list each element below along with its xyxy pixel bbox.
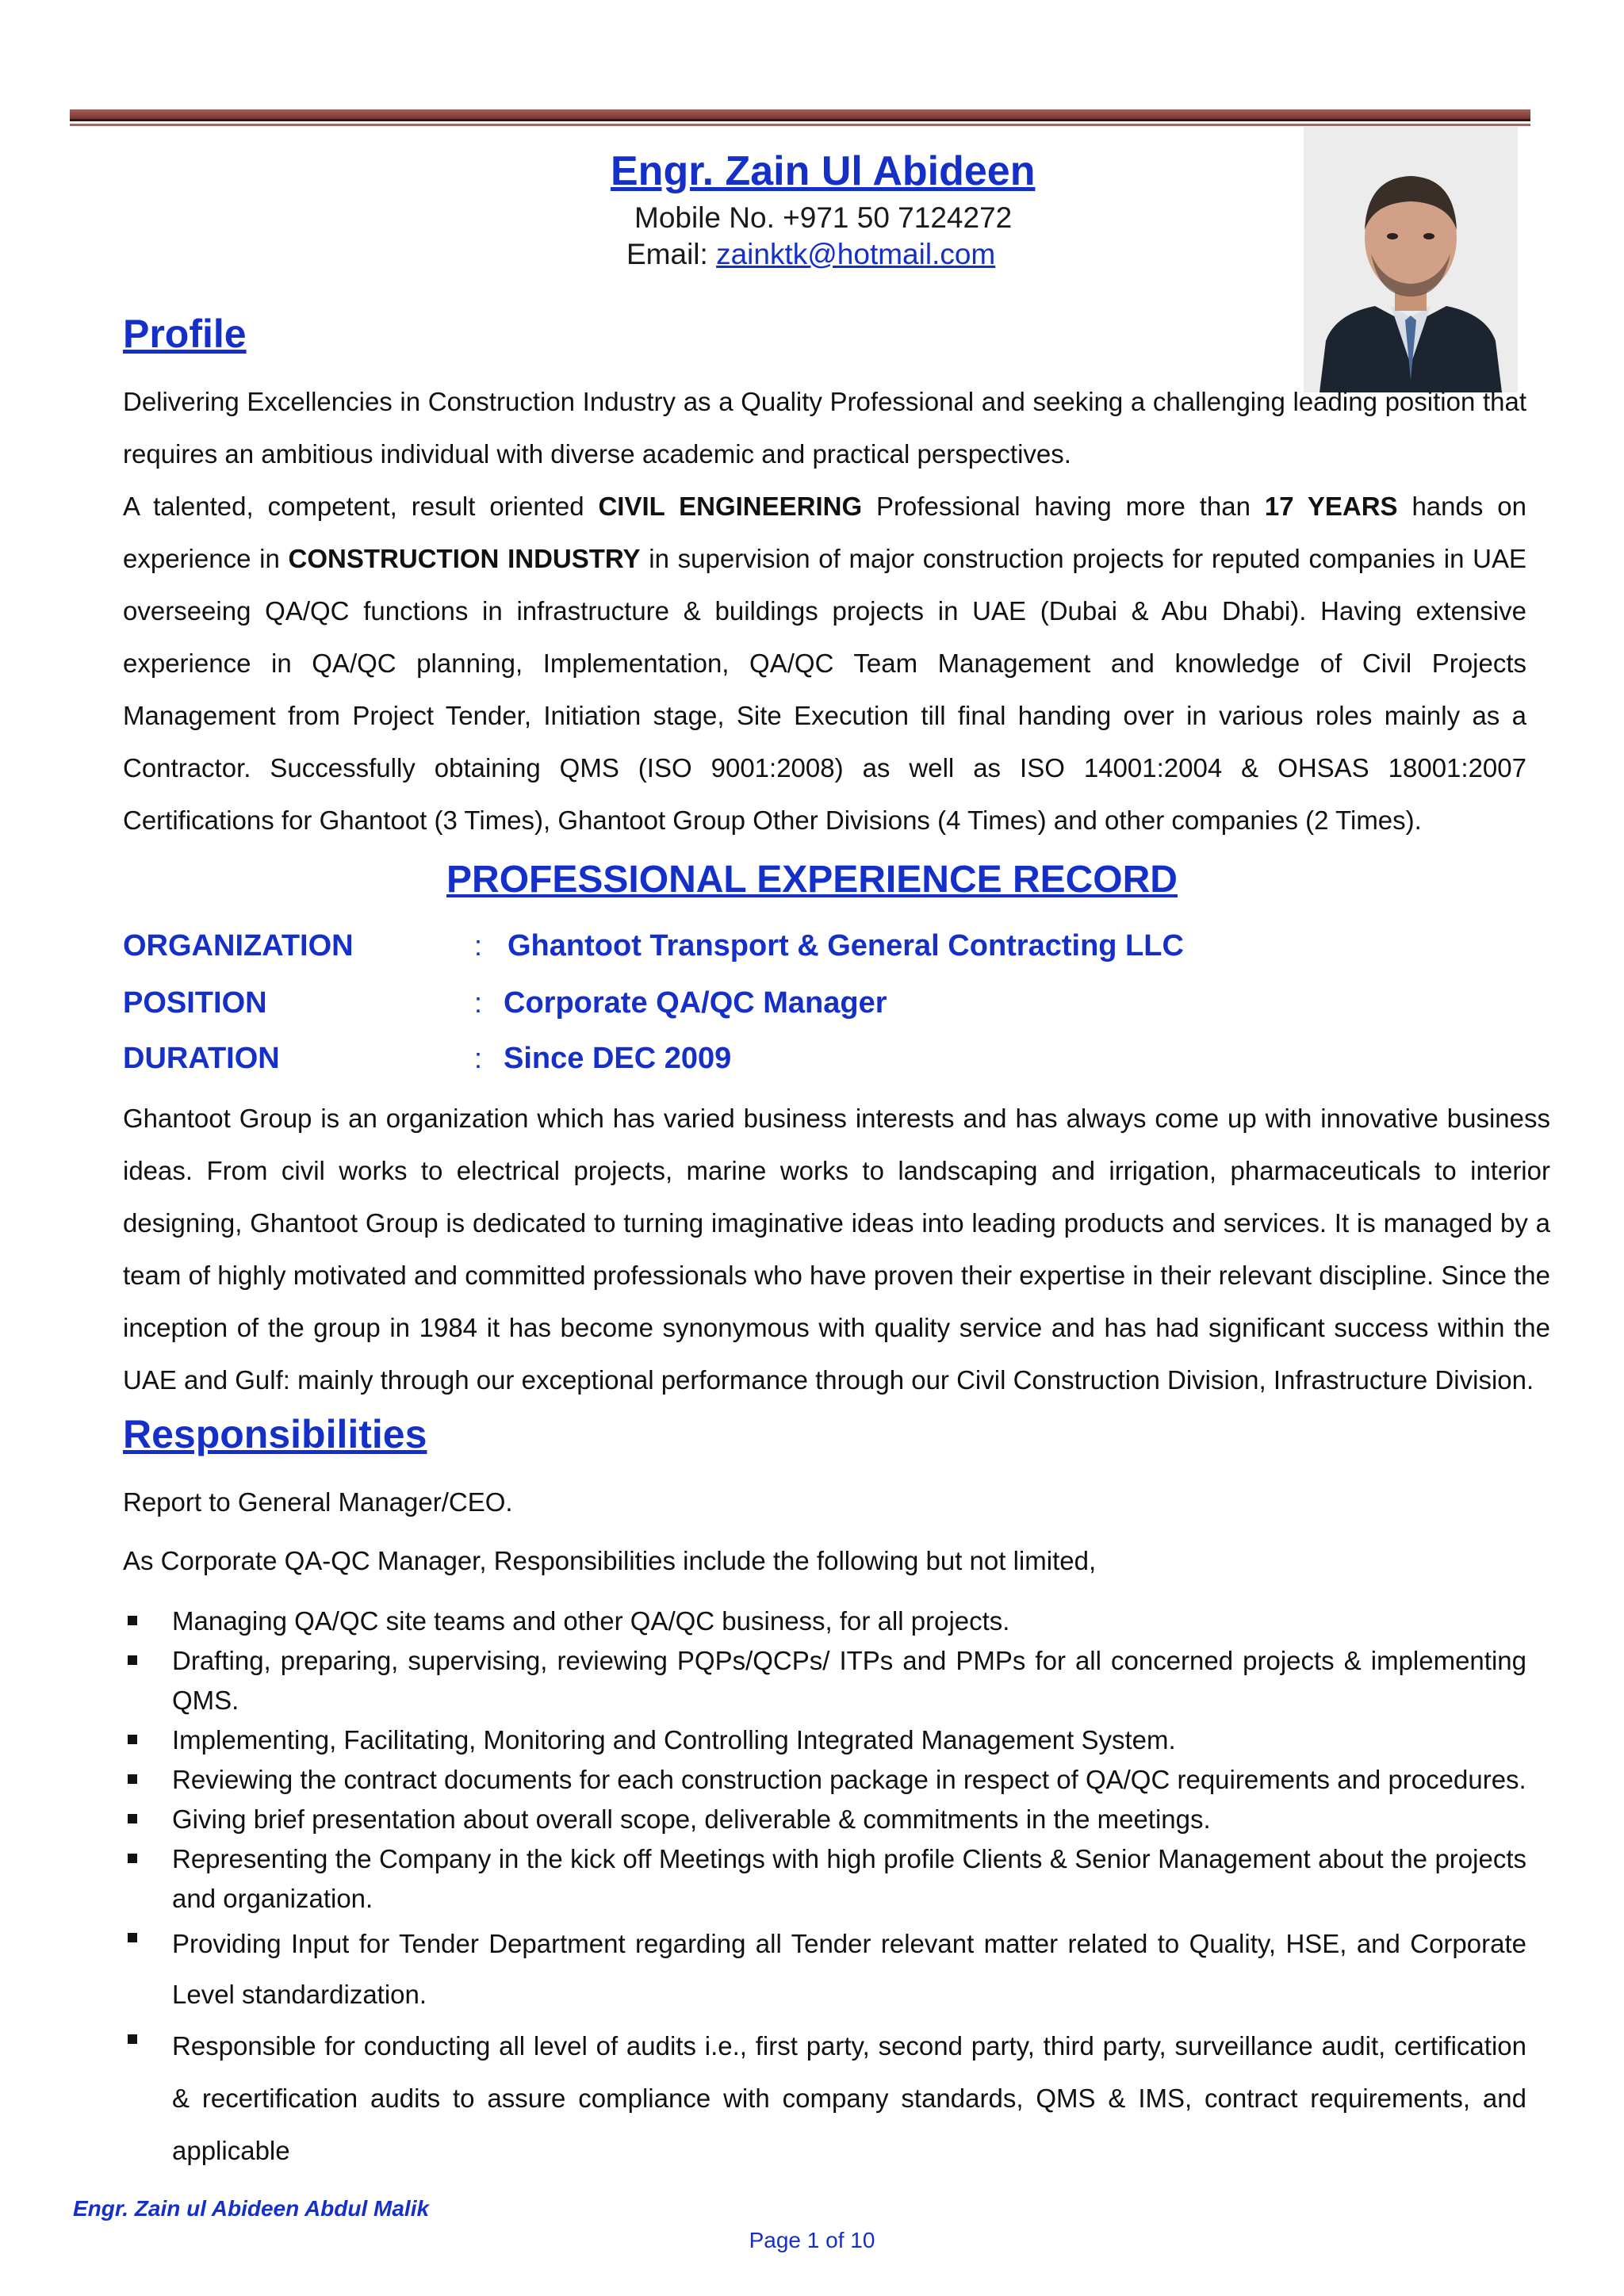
position-colon: :: [474, 986, 483, 1019]
list-item: Providing Input for Tender Department regarding all Tender relevant matter related to Quality, HSE, and Corporate Level standardization.: [123, 1919, 1526, 2020]
list-item: Managing QA/QC site teams and other QA/QC business, for all projects.: [123, 1601, 1526, 1641]
profile-photo-illustration: [1304, 127, 1518, 392]
list-item: Implementing, Facilitating, Monitoring and Controlling Integrated Management System.: [123, 1720, 1526, 1760]
organization-label: ORGANIZATION: [123, 929, 354, 962]
responsibilities-intro: As Corporate QA-QC Manager, Responsibilities include the following but not limited,: [123, 1546, 1097, 1575]
responsibilities-list: [123, 1601, 1526, 2177]
organization-value: Ghantoot Transport & General Contracting LLC: [508, 929, 1184, 962]
list-item: Reviewing the contract documents for each construction package in respect of QA/QC requirements and procedures.: [123, 1760, 1526, 1800]
list-item: Giving brief presentation about overall scope, deliverable & commitments in the meetings.: [123, 1800, 1526, 1839]
profile-paragraph-2: A talented, competent, result oriented CIVIL ENGINEERING Professional having more than 17 YEARS hands on experience in CONSTRUCTION INDUSTRY in supervision of major construction projects for reputed companies in UAE overseeing QA/QC functions in infrastructure & buildings projects in UAE (Dubai & Abu Dhabi). Having extensive experience in QA/QC planning, Implementation, QA/QC Team Management and knowledge of Civil Projects Management from Project Tender, Initiation stage, Site Execution till final handing over in various roles mainly as a Contractor. Successfully obtaining QMS (ISO 9001:2008) as well as ISO 14001:2004 & OHSAS 18001:2007 Certifications for Ghantoot (3 Times), Ghantoot Group Other Divisions (4 Times) and other companies (2 Times).: [123, 492, 1526, 835]
email-link[interactable]: zainktk@hotmail.com: [716, 238, 996, 270]
profile-photo: [1304, 127, 1518, 392]
top-border-rule: [70, 109, 1530, 121]
mobile-number: Mobile No. +971 50 7124272: [634, 201, 1013, 234]
top-border-thin-rule: [70, 124, 1530, 126]
footer-author-name: Engr. Zain ul Abideen Abdul Malik: [73, 2196, 430, 2221]
organization-colon: :: [474, 929, 483, 962]
report-to-line: Report to General Manager/CEO.: [123, 1487, 513, 1517]
position-value: Corporate QA/QC Manager: [504, 986, 887, 1020]
company-description: Ghantoot Group is an organization which has varied business interests and has always come up with innovative business ideas. From civil works to electrical projects, marine works to landscaping and irrigation, pharmaceuticals to interior designing, Ghantoot Group is dedicated to turning imaginative ideas into leading products and services. It is managed by a team of highly motivated and committed professionals who have proven their expertise in their relevant discipline. Since the inception of the group in 1984 it has become synonymous with quality service and has had significant success within the UAE and Gulf: mainly through our exceptional performance through our Civil Construction Division, Infrastructure Division.: [123, 1104, 1550, 1395]
responsibilities-heading: Responsibilities: [123, 1412, 427, 1456]
duration-value: Since DEC 2009: [504, 1042, 732, 1075]
email-label: Email:: [626, 238, 717, 270]
profile-heading: Profile: [123, 312, 247, 356]
duration-colon: :: [474, 1042, 483, 1074]
candidate-name: Engr. Zain Ul Abideen: [611, 148, 1036, 194]
duration-label: DURATION: [123, 1042, 280, 1075]
email-line: [626, 238, 995, 271]
list-item: Drafting, preparing, supervising, reviewing PQPs/QCPs/ ITPs and PMPs for all concerned projects & implementing QMS.: [123, 1641, 1526, 1720]
list-item: Responsible for conducting all level of audits i.e., first party, second party, third party, surveillance audit, certification & recertification audits to assure compliance with company standards, QMS & IMS, contract requirements, and applicable: [123, 2020, 1526, 2177]
list-item: Representing the Company in the kick off Meetings with high profile Clients & Senior Management about the projects and organization.: [123, 1839, 1526, 1919]
position-label: POSITION: [123, 986, 267, 1020]
profile-paragraph-1: Delivering Excellencies in Construction Industry as a Quality Professional and seeking a challenging leading position that requires an ambitious individual with diverse academic and practical perspectives.: [123, 387, 1526, 469]
experience-heading: PROFESSIONAL EXPERIENCE RECORD: [446, 859, 1178, 901]
page-number: Page 1 of 10: [749, 2228, 875, 2252]
